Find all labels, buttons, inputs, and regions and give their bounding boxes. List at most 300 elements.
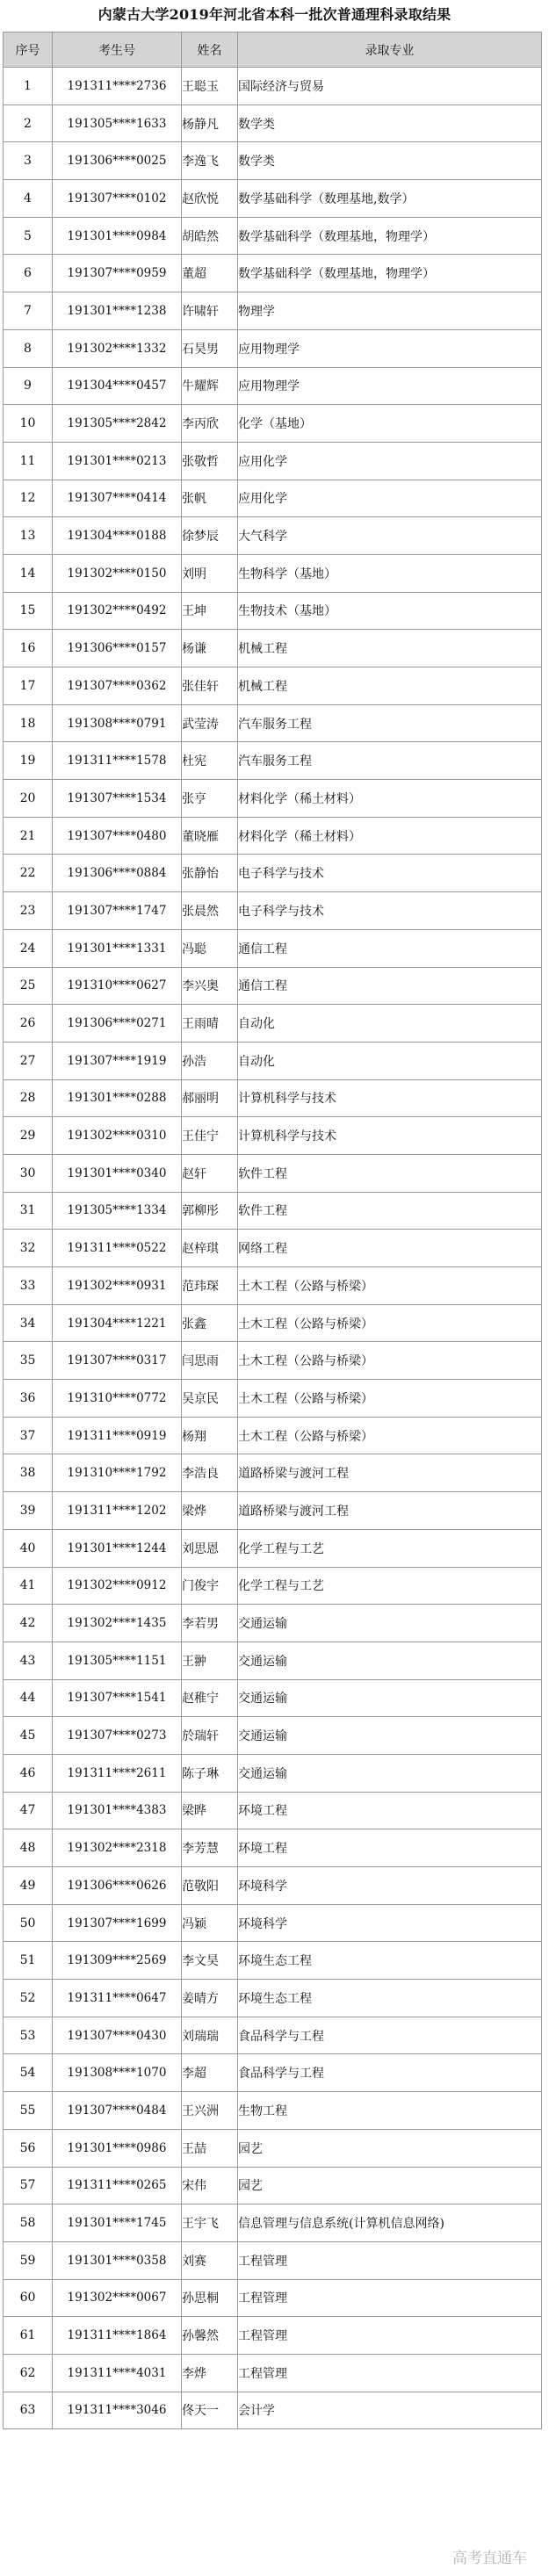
cell-name: 郭柳彤 [182,1192,238,1230]
cell-candidate-id: 191302****1332 [53,329,182,367]
cell-major: 数学类 [238,142,542,180]
cell-name: 李兴奥 [182,967,238,1005]
cell-name: 梁晔 [182,1792,238,1829]
cell-candidate-id: 191301****0340 [53,1154,182,1192]
cell-seq: 18 [4,704,53,742]
table-row [4,2167,542,2204]
cell-name: 张鑫 [182,1304,238,1342]
cell-candidate-id: 191307****0484 [53,2092,182,2130]
cell-seq: 5 [4,217,53,255]
cell-candidate-id: 191307****0273 [53,1717,182,1755]
cell-major: 环境科学 [238,1867,542,1905]
cell-candidate-id: 191301****1244 [53,1529,182,1567]
cell-seq: 52 [4,1980,53,2017]
cell-seq: 14 [4,554,53,592]
table-row [4,517,542,555]
cell-seq: 4 [4,180,53,218]
cell-seq: 42 [4,1605,53,1642]
cell-name: 刘明 [182,554,238,592]
cell-candidate-id: 191307****1699 [53,1904,182,1942]
cell-major: 生物技术（基地） [238,592,542,630]
cell-seq: 22 [4,855,53,892]
cell-seq: 41 [4,1567,53,1605]
cell-major: 交通运输 [238,1642,542,1679]
cell-candidate-id: 191301****0986 [53,2129,182,2167]
cell-seq: 23 [4,892,53,930]
table-row [4,630,542,667]
cell-major: 物理学 [238,292,542,330]
cell-candidate-id: 191306****0025 [53,142,182,180]
cell-seq: 3 [4,142,53,180]
cell-candidate-id: 191301****0358 [53,2241,182,2279]
table-row [4,2092,542,2130]
cell-major: 交通运输 [238,1605,542,1642]
cell-name: 石昊男 [182,329,238,367]
admission-results-table [3,32,542,2429]
table-row [4,855,542,892]
cell-candidate-id: 191302****0067 [53,2279,182,2317]
cell-major: 土木工程（公路与桥梁） [238,1417,542,1454]
header-candidate-id: 考生号 [53,32,182,68]
page-title: 内蒙古大学2019年河北省本科一批次普通理科录取结果 [98,6,451,23]
cell-name: 董晓雁 [182,817,238,855]
cell-name: 杜宪 [182,742,238,780]
cell-name: 赵欣悦 [182,180,238,218]
cell-name: 张帆 [182,480,238,517]
cell-candidate-id: 191310****1792 [53,1454,182,1492]
cell-candidate-id: 191305****2842 [53,405,182,443]
cell-seq: 55 [4,2092,53,2130]
cell-candidate-id: 191307****0480 [53,817,182,855]
table-row [4,2129,542,2167]
cell-seq: 11 [4,442,53,480]
cell-candidate-id: 191302****0931 [53,1267,182,1305]
table-row [4,592,542,630]
table-row [4,1867,542,1905]
table-row [4,1154,542,1192]
cell-seq: 29 [4,1117,53,1155]
cell-major: 软件工程 [238,1154,542,1192]
cell-major: 食品科学与工程 [238,2017,542,2054]
cell-major: 道路桥梁与渡河工程 [238,1454,542,1492]
cell-seq: 54 [4,2054,53,2092]
cell-seq: 19 [4,742,53,780]
cell-major: 汽车服务工程 [238,742,542,780]
cell-major: 通信工程 [238,967,542,1005]
cell-major: 信息管理与信息系统(计算机信息网络) [238,2204,542,2242]
cell-major: 数学基础科学（数理基地，物理学） [238,217,542,255]
table-row [4,1192,542,1230]
cell-candidate-id: 191307****0414 [53,480,182,517]
cell-seq: 57 [4,2167,53,2204]
cell-major: 会计学 [238,2392,542,2429]
cell-name: 郝丽明 [182,1079,238,1117]
cell-name: 张敬哲 [182,442,238,480]
table-row [4,1267,542,1305]
cell-name: 王聪玉 [182,68,238,105]
cell-major: 工程管理 [238,2241,542,2279]
cell-seq: 50 [4,1904,53,1942]
cell-major: 数学基础科学（数理基地，物理学） [238,255,542,292]
cell-name: 李逸飞 [182,142,238,180]
cell-seq: 32 [4,1230,53,1267]
cell-name: 冯颖 [182,1904,238,1942]
header-major: 录取专业 [238,32,542,68]
cell-candidate-id: 191307****1919 [53,1042,182,1079]
cell-name: 李浩良 [182,1454,238,1492]
cell-major: 园艺 [238,2167,542,2204]
cell-candidate-id: 191301****4383 [53,1792,182,1829]
cell-seq: 44 [4,1679,53,1717]
table-row [4,2279,542,2317]
cell-candidate-id: 191311****1202 [53,1492,182,1530]
table-row [4,2204,542,2242]
cell-candidate-id: 191307****0959 [53,255,182,292]
cell-major: 土木工程（公路与桥梁） [238,1380,542,1418]
cell-candidate-id: 191301****1238 [53,292,182,330]
cell-name: 杨静凡 [182,105,238,142]
cell-major: 应用化学 [238,442,542,480]
cell-name: 孙馨然 [182,2317,238,2355]
cell-seq: 43 [4,1642,53,1679]
cell-major: 园艺 [238,2129,542,2167]
cell-name: 许啸轩 [182,292,238,330]
table-row [4,1117,542,1155]
cell-name: 李丙欣 [182,405,238,443]
cell-name: 李芳慧 [182,1829,238,1867]
table-row [4,1829,542,1867]
cell-candidate-id: 191305****1334 [53,1192,182,1230]
cell-candidate-id: 191311****2611 [53,1754,182,1792]
cell-seq: 20 [4,780,53,818]
table-row [4,967,542,1005]
cell-candidate-id: 191302****0150 [53,554,182,592]
table-row [4,2317,542,2355]
cell-major: 工程管理 [238,2279,542,2317]
table-row [4,442,542,480]
cell-candidate-id: 191304****0457 [53,367,182,405]
cell-name: 赵轩 [182,1154,238,1192]
cell-candidate-id: 191302****0492 [53,592,182,630]
table-row [4,1679,542,1717]
cell-major: 环境生态工程 [238,1942,542,1980]
cell-candidate-id: 191304****1221 [53,1304,182,1342]
cell-seq: 12 [4,480,53,517]
table-row [4,1642,542,1679]
table-row [4,742,542,780]
cell-candidate-id: 191311****3046 [53,2392,182,2429]
table-row [4,780,542,818]
cell-name: 冯聪 [182,929,238,967]
table-row [4,217,542,255]
cell-major: 数学类 [238,105,542,142]
cell-major: 国际经济与贸易 [238,68,542,105]
cell-seq: 6 [4,255,53,292]
cell-candidate-id: 191308****1070 [53,2054,182,2092]
cell-major: 大气科学 [238,517,542,555]
cell-major: 工程管理 [238,2317,542,2355]
cell-major: 汽车服务工程 [238,704,542,742]
cell-seq: 21 [4,817,53,855]
table-row [4,1417,542,1454]
cell-seq: 27 [4,1042,53,1079]
table-body [4,68,542,2429]
cell-seq: 59 [4,2241,53,2279]
cell-seq: 15 [4,592,53,630]
table-row [4,1079,542,1117]
cell-major: 应用物理学 [238,367,542,405]
cell-major: 电子科学与技术 [238,892,542,930]
cell-major: 环境工程 [238,1792,542,1829]
cell-seq: 10 [4,405,53,443]
cell-seq: 35 [4,1342,53,1380]
cell-candidate-id: 191304****0188 [53,517,182,555]
cell-candidate-id: 191310****0627 [53,967,182,1005]
cell-seq: 24 [4,929,53,967]
cell-seq: 61 [4,2317,53,2355]
cell-candidate-id: 191302****1435 [53,1605,182,1642]
table-row [4,1980,542,2017]
cell-name: 李若男 [182,1605,238,1642]
cell-candidate-id: 191311****4031 [53,2354,182,2392]
cell-name: 陈子琳 [182,1754,238,1792]
cell-major: 交通运输 [238,1754,542,1792]
cell-major: 生物科学（基地） [238,554,542,592]
cell-seq: 36 [4,1380,53,1418]
cell-major: 土木工程（公路与桥梁） [238,1267,542,1305]
cell-seq: 46 [4,1754,53,1792]
cell-name: 於瑞轩 [182,1717,238,1755]
cell-seq: 62 [4,2354,53,2392]
cell-major: 电子科学与技术 [238,855,542,892]
table-row [4,929,542,967]
cell-name: 吴京民 [182,1380,238,1418]
cell-candidate-id: 191307****1534 [53,780,182,818]
cell-name: 张静怡 [182,855,238,892]
table-row [4,68,542,105]
table-row [4,1567,542,1605]
cell-major: 机械工程 [238,630,542,667]
cell-candidate-id: 191307****0362 [53,667,182,705]
cell-candidate-id: 191307****0317 [53,1342,182,1380]
cell-name: 徐梦辰 [182,517,238,555]
cell-name: 张亨 [182,780,238,818]
table-row [4,2241,542,2279]
cell-major: 环境生态工程 [238,1980,542,2017]
cell-major: 自动化 [238,1042,542,1079]
cell-name: 王喆 [182,2129,238,2167]
cell-candidate-id: 191301****1331 [53,929,182,967]
table-row [4,1529,542,1567]
cell-name: 王雨晴 [182,1005,238,1043]
cell-seq: 1 [4,68,53,105]
cell-major: 计算机科学与技术 [238,1079,542,1117]
cell-seq: 28 [4,1079,53,1117]
cell-major: 机械工程 [238,667,542,705]
cell-major: 环境科学 [238,1904,542,1942]
cell-candidate-id: 191306****0157 [53,630,182,667]
cell-candidate-id: 191307****0430 [53,2017,182,2054]
table-row [4,1904,542,1942]
cell-major: 化学工程与工艺 [238,1529,542,1567]
cell-name: 董超 [182,255,238,292]
cell-seq: 34 [4,1304,53,1342]
cell-candidate-id: 191311****2736 [53,68,182,105]
cell-seq: 39 [4,1492,53,1530]
cell-candidate-id: 191311****1578 [53,742,182,780]
cell-seq: 51 [4,1942,53,1980]
header-name: 姓名 [182,32,238,68]
cell-seq: 8 [4,329,53,367]
cell-major: 计算机科学与技术 [238,1117,542,1155]
cell-seq: 7 [4,292,53,330]
cell-candidate-id: 191307****0102 [53,180,182,218]
cell-candidate-id: 191301****0213 [53,442,182,480]
cell-name: 孙浩 [182,1042,238,1079]
table-row [4,1792,542,1829]
cell-major: 自动化 [238,1005,542,1043]
cell-seq: 26 [4,1005,53,1043]
cell-name: 张佳轩 [182,667,238,705]
cell-major: 网络工程 [238,1230,542,1267]
cell-major: 交通运输 [238,1679,542,1717]
table-row [4,2054,542,2092]
table-row [4,892,542,930]
cell-name: 刘瑞瑞 [182,2017,238,2054]
cell-seq: 48 [4,1829,53,1867]
cell-seq: 38 [4,1454,53,1492]
table-row [4,255,542,292]
cell-candidate-id: 191307****1541 [53,1679,182,1717]
cell-major: 交通运输 [238,1717,542,1755]
table-row [4,667,542,705]
cell-major: 数学基础科学（数理基地,数学） [238,180,542,218]
table-row [4,817,542,855]
cell-candidate-id: 191301****0288 [53,1079,182,1117]
cell-candidate-id: 191306****0884 [53,855,182,892]
cell-name: 武莹涛 [182,704,238,742]
cell-name: 王宇飞 [182,2204,238,2242]
cell-major: 土木工程（公路与桥梁） [238,1342,542,1380]
table-row [4,704,542,742]
table-row [4,142,542,180]
table-row [4,292,542,330]
cell-name: 佟天一 [182,2392,238,2429]
cell-major: 化学工程与工艺 [238,1567,542,1605]
table-row [4,1005,542,1043]
cell-seq: 47 [4,1792,53,1829]
cell-major: 应用物理学 [238,329,542,367]
cell-name: 闫思雨 [182,1342,238,1380]
cell-major: 应用化学 [238,480,542,517]
cell-major: 生物工程 [238,2092,542,2130]
cell-seq: 9 [4,367,53,405]
watermark: 高考直通车 [450,2545,530,2567]
cell-major: 道路桥梁与渡河工程 [238,1492,542,1530]
cell-name: 王兴洲 [182,2092,238,2130]
cell-major: 工程管理 [238,2354,542,2392]
cell-name: 范玮琛 [182,1267,238,1305]
table-row [4,367,542,405]
cell-seq: 30 [4,1154,53,1192]
cell-seq: 45 [4,1717,53,1755]
cell-candidate-id: 191311****0647 [53,1980,182,2017]
cell-name: 张晨然 [182,892,238,930]
table-row [4,1454,542,1492]
cell-name: 李超 [182,2054,238,2092]
header-seq: 序号 [4,32,53,68]
table-row [4,329,542,367]
cell-seq: 37 [4,1417,53,1454]
cell-name: 胡皓然 [182,217,238,255]
cell-seq: 60 [4,2279,53,2317]
cell-name: 梁烨 [182,1492,238,1530]
cell-candidate-id: 191305****1151 [53,1642,182,1679]
cell-candidate-id: 191309****2569 [53,1942,182,1980]
cell-candidate-id: 191302****0310 [53,1117,182,1155]
table-row [4,1342,542,1380]
cell-candidate-id: 191302****0912 [53,1567,182,1605]
cell-name: 李文昊 [182,1942,238,1980]
cell-seq: 13 [4,517,53,555]
table-row [4,1492,542,1530]
cell-name: 刘思恩 [182,1529,238,1567]
cell-major: 软件工程 [238,1192,542,1230]
cell-candidate-id: 191311****0265 [53,2167,182,2204]
cell-seq: 49 [4,1867,53,1905]
table-row [4,480,542,517]
cell-candidate-id: 191308****0791 [53,704,182,742]
cell-name: 牛耀辉 [182,367,238,405]
cell-name: 赵梓琪 [182,1230,238,1267]
cell-seq: 25 [4,967,53,1005]
cell-major: 土木工程（公路与桥梁） [238,1304,542,1342]
cell-seq: 56 [4,2129,53,2167]
cell-major: 材料化学（稀土材料） [238,817,542,855]
table-row [4,1230,542,1267]
cell-candidate-id: 191301****1745 [53,2204,182,2242]
cell-name: 范敬阳 [182,1867,238,1905]
table-row [4,1042,542,1079]
table-header [4,32,542,68]
cell-name: 宋伟 [182,2167,238,2204]
cell-seq: 40 [4,1529,53,1567]
table-row [4,1605,542,1642]
cell-candidate-id: 191311****0522 [53,1230,182,1267]
cell-name: 孙思桐 [182,2279,238,2317]
cell-seq: 17 [4,667,53,705]
cell-name: 王翀 [182,1642,238,1679]
cell-candidate-id: 191306****0626 [53,1867,182,1905]
table-header-row [4,32,542,68]
table-row [4,2354,542,2392]
table-row [4,1380,542,1418]
table-row [4,554,542,592]
cell-name: 王佳宁 [182,1117,238,1155]
cell-candidate-id: 191307****1747 [53,892,182,930]
cell-major: 环境工程 [238,1829,542,1867]
cell-candidate-id: 191310****0772 [53,1380,182,1418]
cell-major: 通信工程 [238,929,542,967]
table-row [4,2017,542,2054]
table-row [4,1717,542,1755]
cell-name: 杨谦 [182,630,238,667]
table-row [4,105,542,142]
cell-major: 材料化学（稀土材料） [238,780,542,818]
cell-name: 王坤 [182,592,238,630]
table-row [4,1304,542,1342]
cell-name: 姜晴方 [182,1980,238,2017]
